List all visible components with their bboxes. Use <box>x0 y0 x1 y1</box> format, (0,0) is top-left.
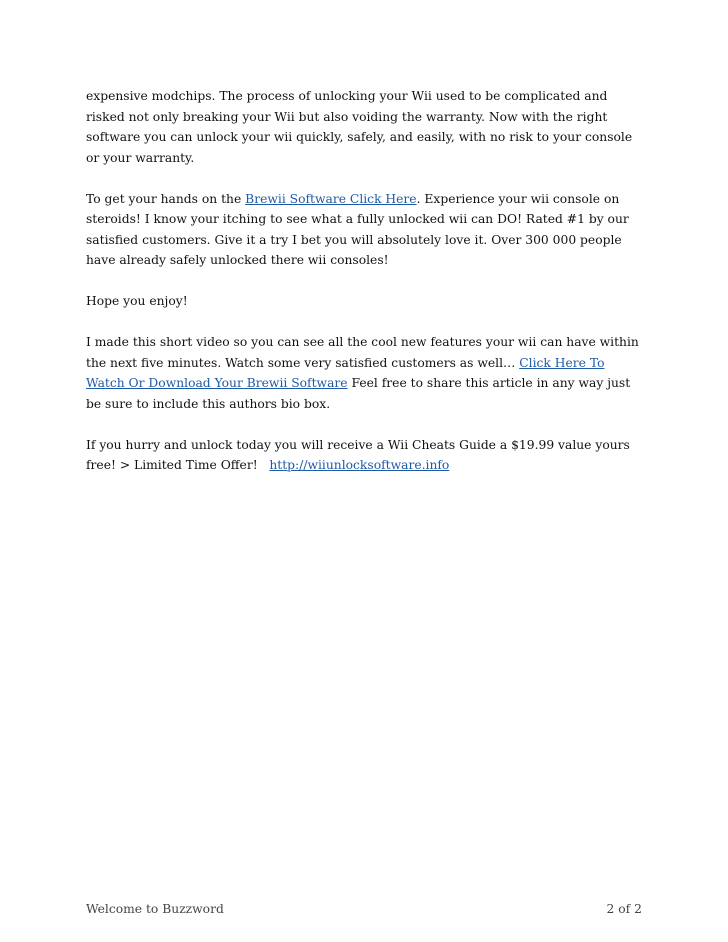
paragraph-hope <box>86 291 642 312</box>
page-footer <box>86 902 642 916</box>
website-url-link[interactable]: http://wiiunlocksoftware.info <box>269 458 450 472</box>
watch-download-link[interactable]: Click Here To Watch Or Download Your Brewii Software <box>86 355 605 390</box>
paragraph-text-before: If you hurry and unlock today you will receive a Wii Cheats Guide a $19.99 value yours free! > Limited Time Offer! <box>86 437 634 472</box>
paragraph-video <box>86 332 642 414</box>
document-body <box>86 86 642 496</box>
paragraph-intro <box>86 86 642 168</box>
page-number-current: 2 of <box>606 902 631 916</box>
paragraph-text-before: I made this short video so you can see all the cool new features your wii can have within the next five minutes. Watch some very satisfied customers as well… <box>86 335 639 370</box>
footer-title: Welcome to Buzzword <box>86 902 224 916</box>
paragraph-text-before: To get your hands on the <box>86 191 246 206</box>
paragraph-hope-text: Hope you enjoy! <box>86 294 188 308</box>
page-number <box>606 902 642 916</box>
paragraph-text-after: . Experience your wii console on steroids! I know your itching to see what a fully unlocked wii can DO! Rated #1 by our satisfied customers. Give it a try I bet you will absolutely love it. Over 300 000 people have already safely unlocked there wii consoles! <box>86 191 629 267</box>
paragraph-text-after: Feel free to share this article in any way just be sure to include this authors bio box. <box>86 376 631 411</box>
brewii-software-link[interactable]: Brewii Software Click Here <box>245 191 417 206</box>
paragraph-intro-text: expensive modchips. The process of unlocking your Wii used to be complicated and risked not only breaking your Wii but also voiding the warranty. Now with the right software you can unlock your wii quickly, safely, and easily, with no risk to your console or your warranty. <box>86 89 633 165</box>
paragraph-get-software <box>86 189 642 271</box>
paragraph-offer <box>86 435 642 476</box>
page-number-total: 2 <box>634 902 642 916</box>
